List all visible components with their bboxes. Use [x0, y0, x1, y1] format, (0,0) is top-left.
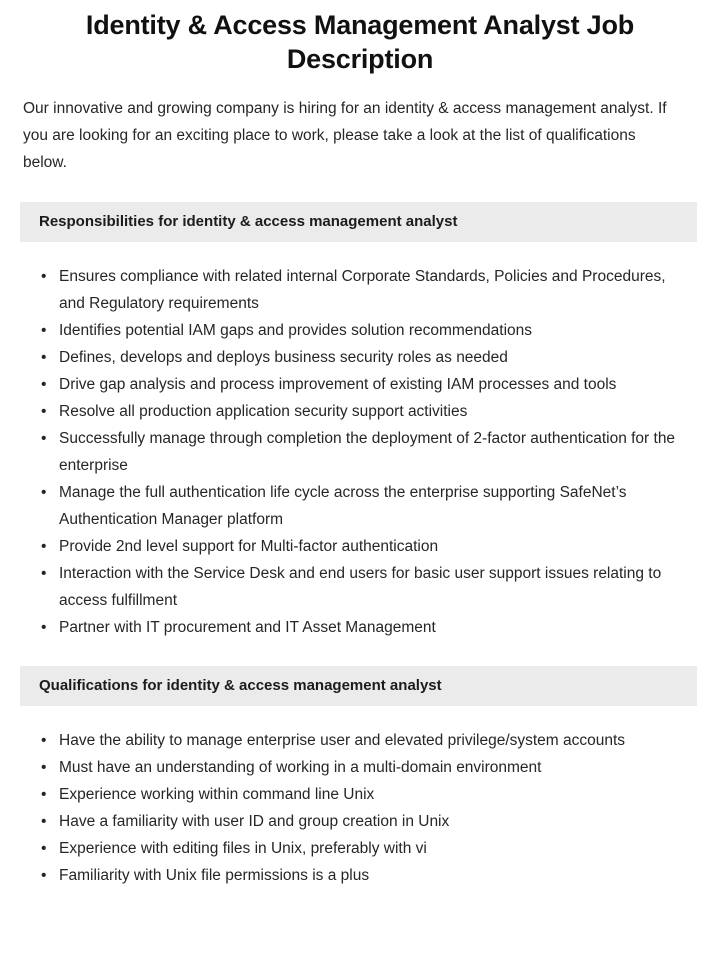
list-item: • Partner with IT procurement and IT Asset Management: [0, 614, 720, 641]
list-item: • Resolve all production application security support activities: [0, 398, 720, 425]
list-item: • Experience working within command line Unix: [0, 781, 720, 808]
section-header-qualifications: [20, 666, 697, 706]
qualifications-list: [0, 727, 720, 889]
intro-paragraph: Our innovative and growing company is hiring for an identity & access management analyst. If you are looking for an exciting place to work, please take a look at the list of qualifications below.: [23, 100, 667, 171]
page-title: Identity & Access Management Analyst Job Description: [85, 10, 635, 74]
list-item: • Provide 2nd level support for Multi-factor authentication: [0, 533, 720, 560]
spacer: [0, 641, 720, 666]
list-item: • Interaction with the Service Desk and end users for basic user support issues relating to access fulfillment: [0, 560, 720, 614]
list-item: • Defines, develops and deploys business security roles as needed: [0, 344, 720, 371]
section-header-label: Qualifications for identity & access management analyst: [39, 677, 442, 694]
list-item: • Experience with editing files in Unix, preferably with vi: [0, 835, 720, 862]
list-item: • Identifies potential IAM gaps and provides solution recommendations: [0, 317, 720, 344]
spacer: [0, 706, 720, 727]
list-item: • Drive gap analysis and process improvement of existing IAM processes and tools: [0, 371, 720, 398]
list-item: • Ensures compliance with related internal Corporate Standards, Policies and Procedures, and Regulatory requirements: [0, 263, 720, 317]
spacer: [0, 242, 720, 263]
responsibilities-list: [0, 263, 720, 641]
list-item: • Must have an understanding of working in a multi-domain environment: [0, 754, 720, 781]
list-item: • Successfully manage through completion the deployment of 2-factor authentication for the enterprise: [0, 425, 720, 479]
list-item: • Familiarity with Unix file permissions is a plus: [0, 862, 720, 889]
section-header-responsibilities: [20, 202, 697, 242]
section-header-label: Responsibilities for identity & access management analyst: [39, 213, 458, 230]
list-item: • Have a familiarity with user ID and group creation in Unix: [0, 808, 720, 835]
list-item: • Manage the full authentication life cycle across the enterprise supporting SafeNet’s Authentication Manager platform: [0, 479, 720, 533]
spacer: [0, 176, 720, 202]
list-item: • Have the ability to manage enterprise user and elevated privilege/system accounts: [0, 727, 720, 754]
